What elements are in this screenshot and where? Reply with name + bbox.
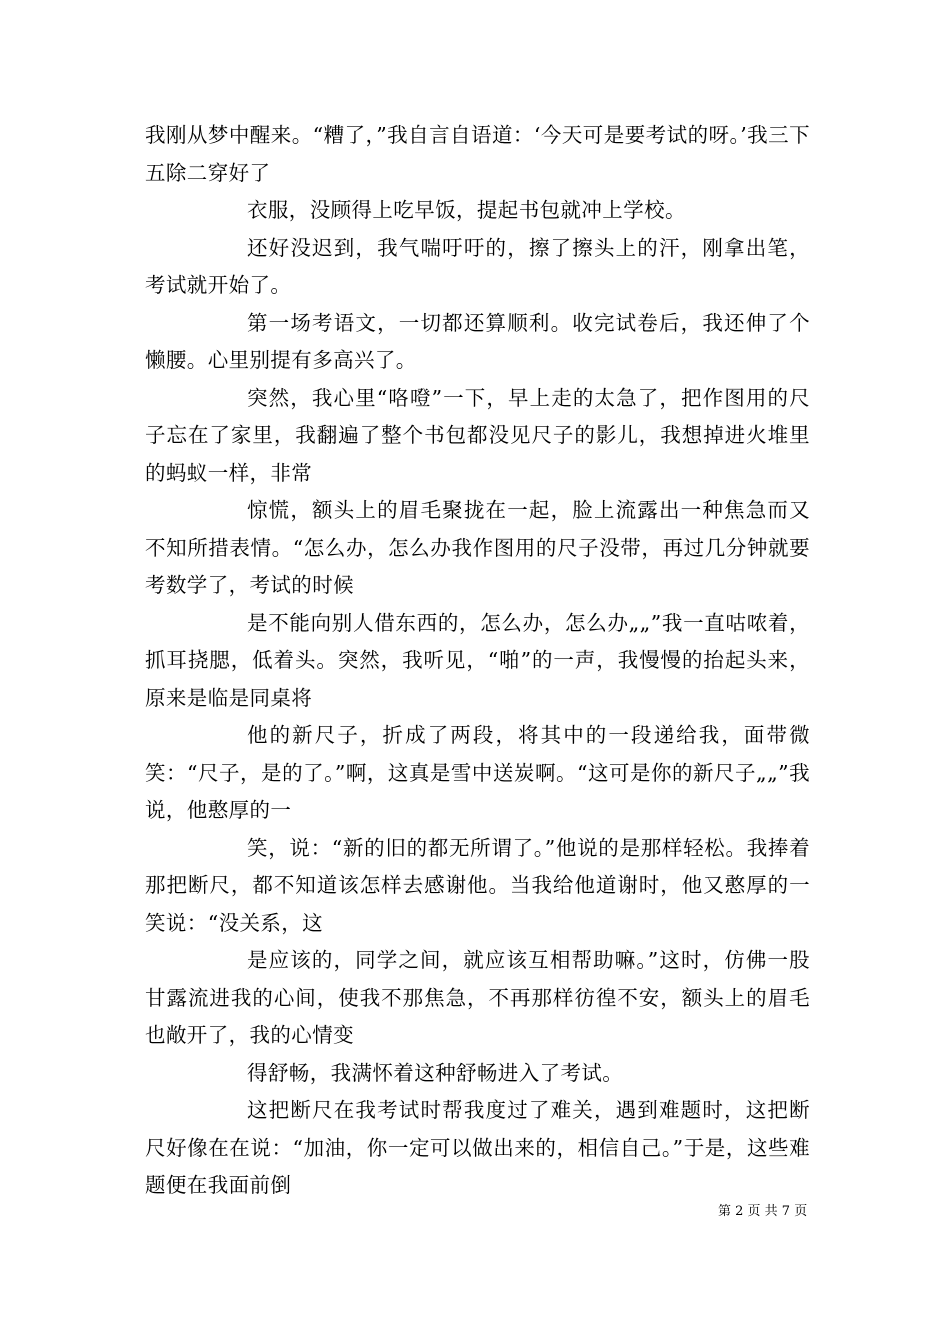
paragraph-5: 突然，我心里“咯噔”一下，早上走的太急了，把作图用的尺子忘在了家里，我翻遍了整个书包都没见尺子的影儿，我想掉进火堆里的蚂蚁一样，非常 — [145, 385, 810, 485]
paragraph-11: 得舒畅，我满怀着这种舒畅进入了考试。 — [247, 1060, 624, 1085]
paragraph-6: 惊慌，额头上的眉毛聚拢在一起，脸上流露出一种焦急而又不知所措表情。“怎么办，怎么办我作图用的尺子没带，再过几分钟就要考数学了，考试的时候 — [145, 498, 810, 597]
paragraph-10: 是应该的，同学之间，就应该互相帮助嘛。”这时，仿佛一股甘露流进我的心间，使我不那焦急，不再那样彷徨不安，额头上的眉毛也敞开了，我的心情变 — [145, 948, 810, 1047]
paragraph-1: 我刚从梦中醒来。“糟了，”我自言自语道：‘今天可是要考试的呀。’我三下五除二穿好了 — [145, 123, 810, 185]
paragraph-4: 第一场考语文，一切都还算顺利。收完试卷后，我还伸了个懒腰。心里别提有多高兴了。 — [145, 310, 810, 372]
document-body — [145, 117, 810, 1205]
paragraph-12: 这把断尺在我考试时帮我度过了难关，遇到难题时，这把断尺好像在在说：“加油，你一定可以做出来的，相信自己。”于是，这些难题便在我面前倒 — [145, 1098, 810, 1197]
paragraph-2: 衣服，没顾得上吃早饭，提起书包就冲上学校。 — [247, 198, 686, 222]
paragraph-9: 笑，说：“新的旧的都无所谓了。”他说的是那样轻松。我捧着那把断尺，都不知道该怎样去感谢他。当我给他道谢时，他又憨厚的一笑说：“没关系，这 — [145, 835, 810, 935]
paragraph-7: 是不能向别人借东西的，怎么办，怎么办„„”我一直咕哝着，抓耳挠腮，低着头。突然，我听见，“啪”的一声，我慢慢的抬起头来，原来是临是同桌将 — [145, 610, 810, 710]
paragraph-3: 还好没迟到，我气喘吁吁的，擦了擦头上的汗，刚拿出笔，考试就开始了。 — [145, 235, 810, 297]
paragraph-8: 他的新尺子，折成了两段，将其中的一段递给我，面带微笑：“尺子，是的了。”啊，这真是雪中送炭啊。“这可是你的新尺子„„”我说，他憨厚的一 — [145, 723, 810, 822]
page-number: 第 2 页 共 7 页 — [718, 1204, 808, 1219]
